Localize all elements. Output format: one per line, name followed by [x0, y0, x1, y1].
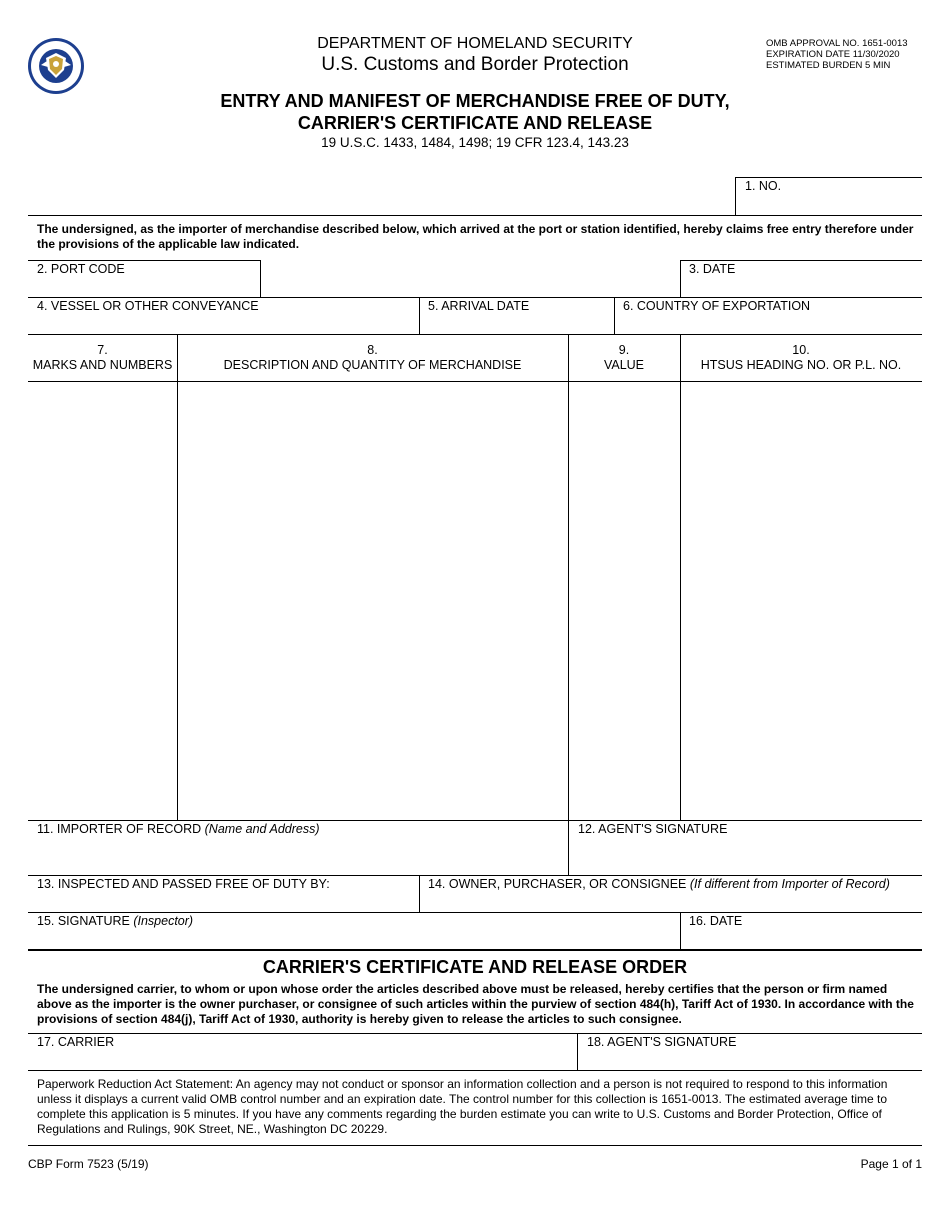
carrier-section-title: CARRIER'S CERTIFICATE AND RELEASE ORDER — [262, 957, 688, 977]
col8-header: DESCRIPTION AND QUANTITY OF MERCHANDISE — [223, 358, 522, 372]
agent-signature12-label: 12. AGENT'S SIGNATURE — [578, 822, 728, 836]
carrier-label: 17. CARRIER — [37, 1035, 115, 1049]
date16-label: 16. DATE — [689, 914, 743, 928]
signature15-label-note: (Inspector) — [133, 914, 194, 928]
owner-field[interactable] — [420, 876, 922, 912]
owner-label-note: (If different from Importer of Record) — [689, 877, 890, 891]
form-number: CBP Form 7523 (5/19) — [28, 1157, 149, 1171]
legal-citation: 19 U.S.C. 1433, 1484, 1498; 19 CFR 123.4, 143.23 — [321, 135, 629, 150]
agent-signature12-field[interactable] — [569, 821, 922, 875]
col7-number: 7. — [97, 343, 108, 357]
expiration-date: EXPIRATION DATE 11/30/2020 — [766, 49, 900, 60]
col10-number: 10. — [792, 343, 810, 357]
vessel-label: 4. VESSEL OR OTHER CONVEYANCE — [37, 299, 259, 313]
page-number: Page 1 of 1 — [860, 1157, 922, 1171]
port-code-label: 2. PORT CODE — [37, 262, 125, 276]
arrival-date-label: 5. ARRIVAL DATE — [428, 299, 530, 313]
inspected-field[interactable] — [28, 876, 419, 912]
subagency-name: U.S. Customs and Border Protection — [321, 54, 629, 75]
importer-label-note: (Name and Address) — [204, 822, 320, 836]
field-no[interactable] — [736, 178, 922, 215]
signature15-label-text: 15. SIGNATURE — [37, 914, 130, 928]
vessel-field[interactable] — [28, 298, 419, 334]
col8-number: 8. — [367, 343, 378, 357]
htsus-field[interactable] — [681, 382, 922, 819]
form-title-line1: ENTRY AND MANIFEST OF MERCHANDISE FREE OF DUTY, — [220, 91, 730, 111]
importer-statement: The undersigned, as the importer of merchandise described below, which arrived at the port or station identified, hereby claims free entry therefore under the provisions of the applicable law indicated. — [37, 222, 914, 251]
value-field[interactable] — [569, 382, 680, 819]
paperwork-statement: Paperwork Reduction Act Statement: An agency may not conduct or sponsor an information collection and a person is not required to respond to this information unless it displays a current valid OMB control number and an expiration date. The control number for this collection is 1651-0013. The estimated average time to complete this application is 5 minutes. If you have any comments regarding the burden estimate you can write to U.S. Customs and Border Protection, Office of Regulations and Rulings, 90K Street, NE., Washington DC 20229. — [37, 1077, 888, 1136]
col7-header: MARKS AND NUMBERS — [32, 358, 173, 372]
date3-label: 3. DATE — [689, 262, 736, 276]
country-field[interactable] — [615, 298, 922, 334]
col9-number: 9. — [618, 343, 630, 357]
col9-header: VALUE — [603, 358, 645, 372]
form-title-line2: CARRIER'S CERTIFICATE AND RELEASE — [297, 113, 653, 133]
marks-numbers-field[interactable] — [28, 382, 177, 819]
col10-header: HTSUS HEADING NO. OR P.L. NO. — [700, 358, 902, 372]
agent-signature18-label: 18. AGENT'S SIGNATURE — [587, 1035, 737, 1049]
importer-field[interactable] — [28, 821, 568, 875]
agent-signature18-field[interactable] — [578, 1034, 922, 1070]
carrier-field[interactable] — [28, 1034, 577, 1070]
inspected-label: 13. INSPECTED AND PASSED FREE OF DUTY BY: — [37, 877, 330, 891]
country-label: 6. COUNTRY OF EXPORTATION — [623, 299, 811, 313]
dhs-seal — [27, 37, 85, 95]
carrier-statement: The undersigned carrier, to whom or upon whose order the articles described above must be released, hereby certifies that the person or firm named above as the importer is the owner purchaser, or consignee of such articles within the purview of section 484(h), Tariff Act of 1930. In accordance with the provisions of section 484(j), Tariff Act of 1930, authority is hereby given to release the articles to such consignee. — [37, 982, 914, 1026]
arrival-date-field[interactable] — [420, 298, 614, 334]
owner-label-text: 14. OWNER, PURCHASER, OR CONSIGNEE — [428, 877, 687, 891]
field-no-label: 1. NO. — [745, 179, 782, 193]
description-field[interactable] — [178, 382, 568, 819]
omb-approval: OMB APPROVAL NO. 1651-0013 — [766, 38, 908, 49]
date3-field[interactable] — [681, 261, 922, 297]
agency-name: DEPARTMENT OF HOMELAND SECURITY — [317, 35, 633, 52]
date16-field[interactable] — [681, 913, 922, 948]
signature15-field[interactable] — [28, 913, 680, 948]
port-code-field[interactable] — [28, 261, 260, 297]
importer-label-text: 11. IMPORTER OF RECORD — [37, 822, 202, 836]
estimated-burden: ESTIMATED BURDEN 5 MIN — [766, 60, 891, 71]
